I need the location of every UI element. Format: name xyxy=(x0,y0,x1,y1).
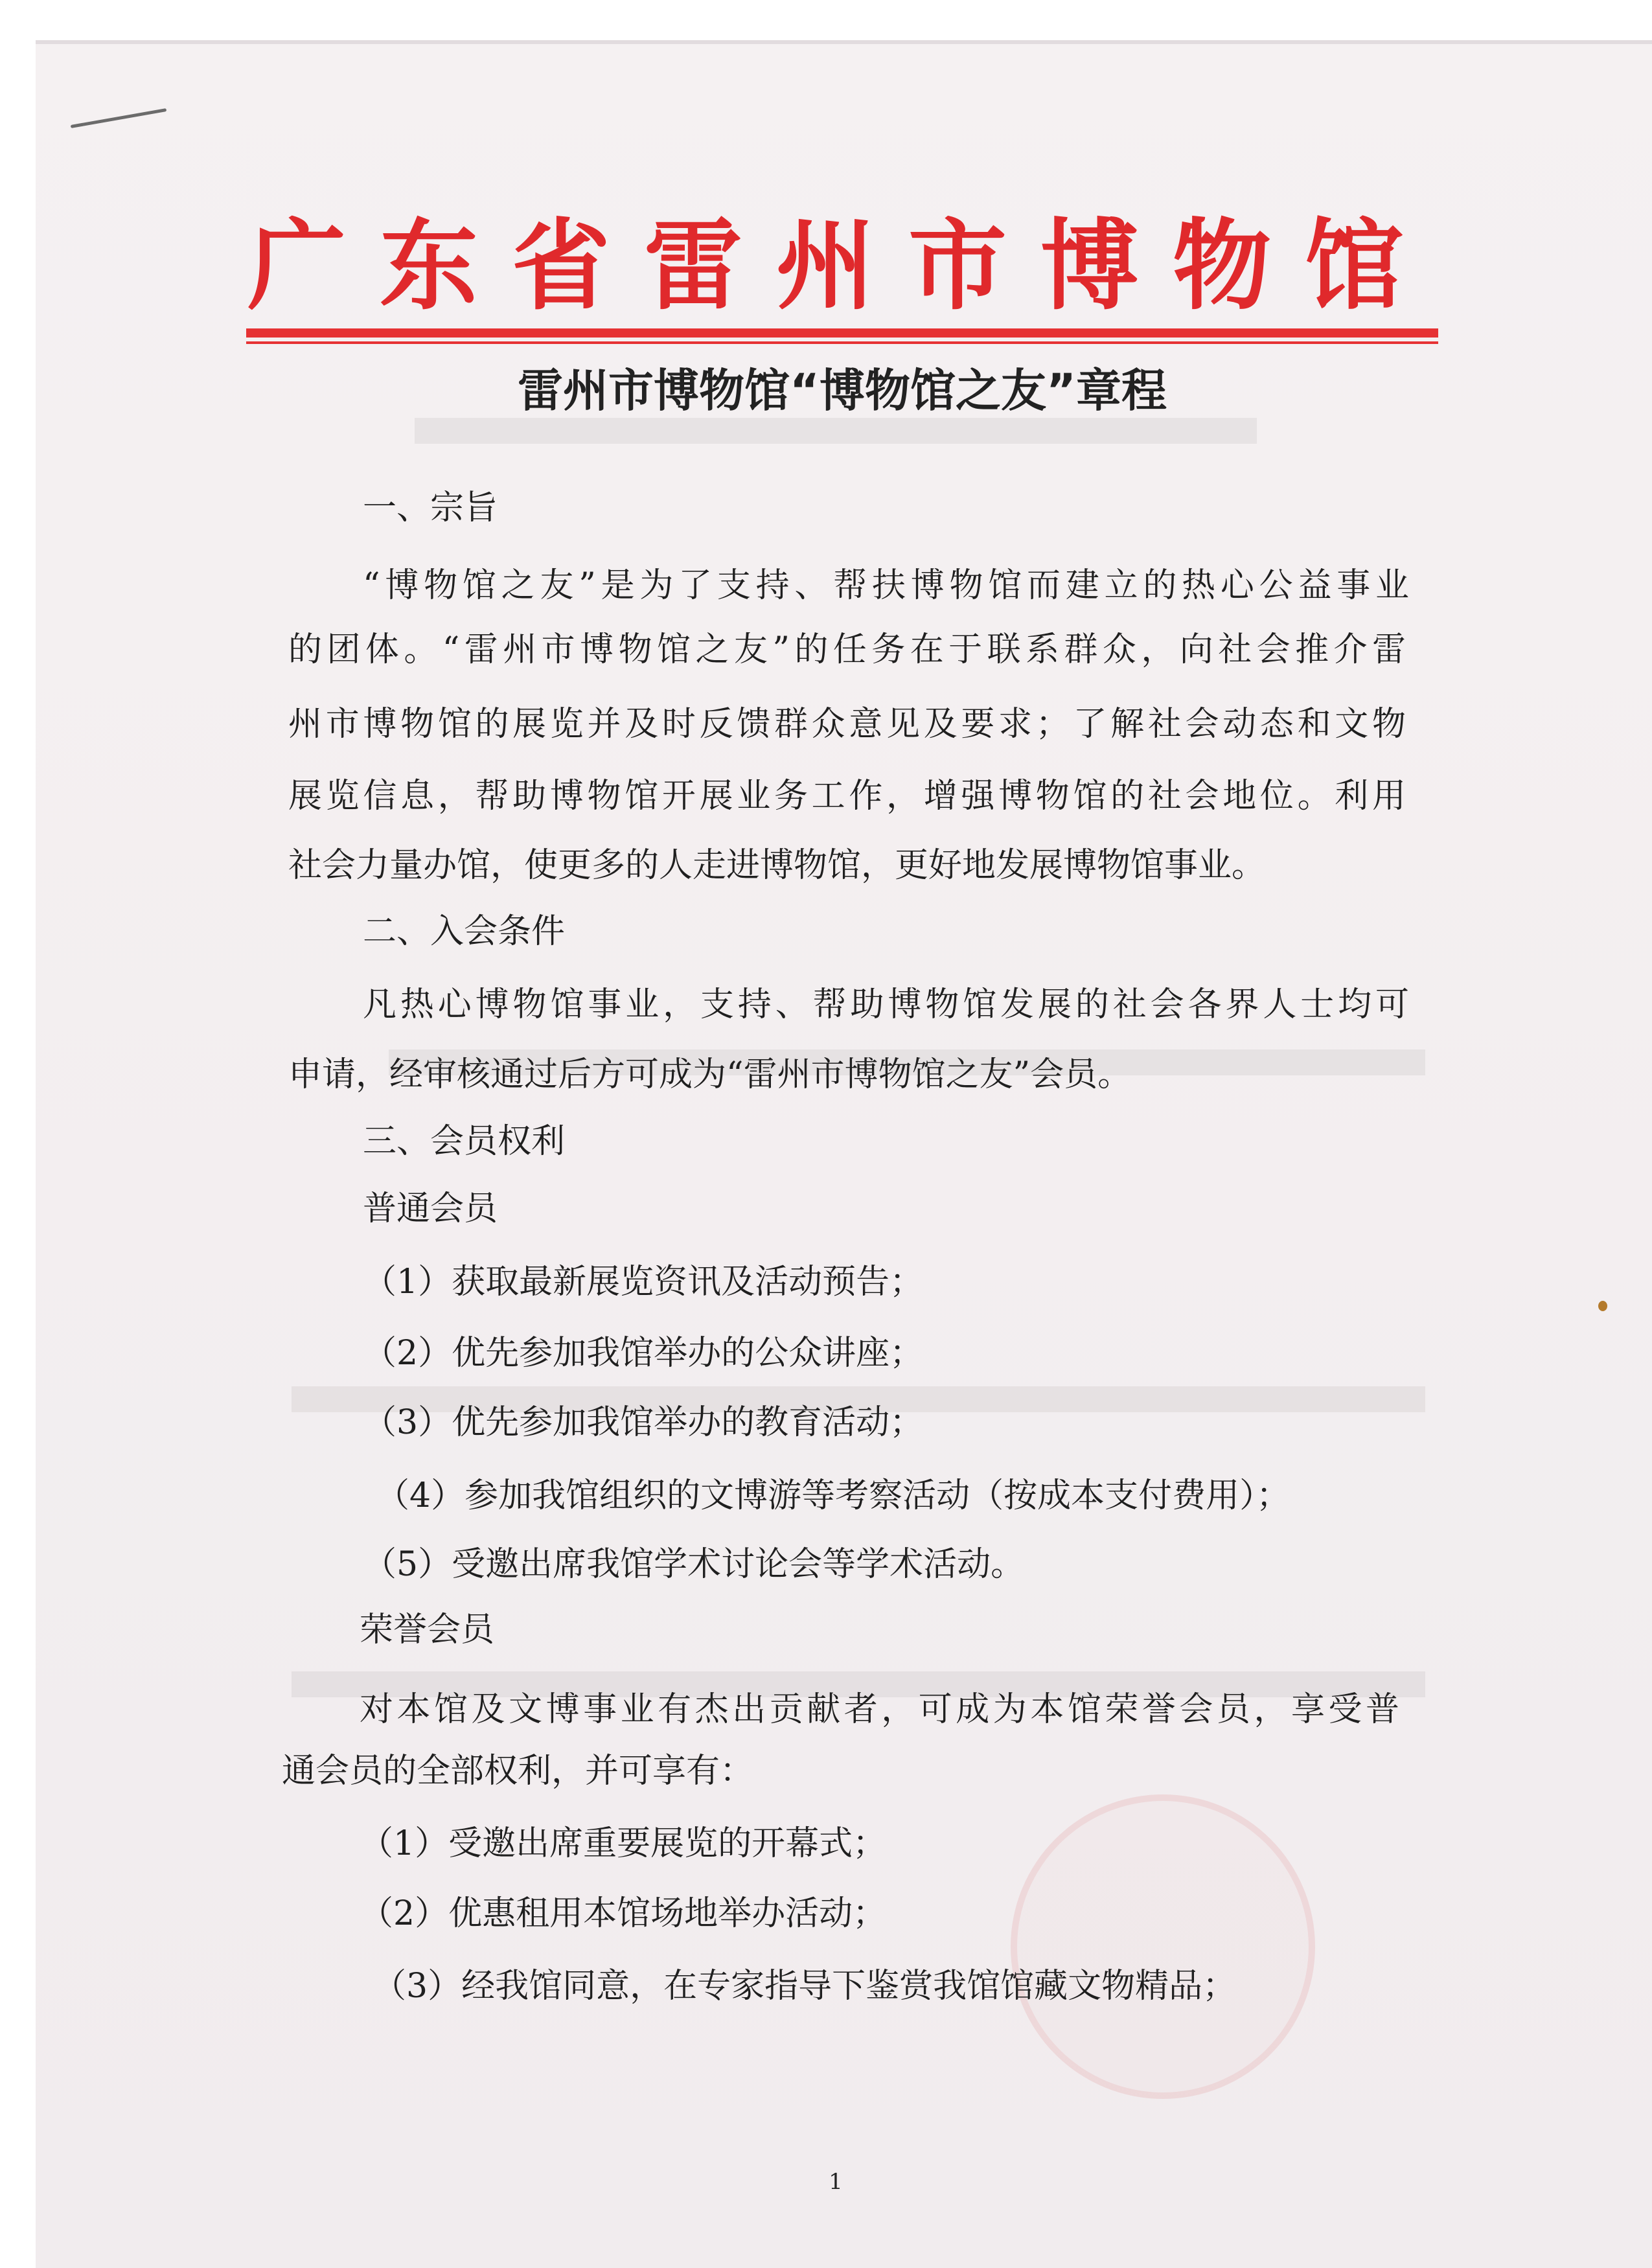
stain-dot xyxy=(1598,1301,1607,1311)
scan-border-left xyxy=(0,0,36,2268)
list-item: （3）优先参加我馆举办的教育活动； xyxy=(363,1403,924,1442)
page-number: 1 xyxy=(829,2169,843,2195)
paragraph-line: 社会力量办馆，使更多的人走进博物馆，更好地发展博物馆事业。 xyxy=(288,846,1266,885)
bleed-through xyxy=(415,418,1257,444)
list-item: （2）优惠租用本馆场地举办活动； xyxy=(360,1894,887,1933)
section-heading-purpose: 一、宗旨 xyxy=(363,488,498,527)
paragraph-line: “博物馆之友”是为了支持、帮扶博物馆而建立的热心公益事业 xyxy=(363,566,1409,605)
subheading-regular-member: 普通会员 xyxy=(363,1189,498,1228)
letterhead-rule-thick xyxy=(246,328,1438,338)
list-item: （3）经我馆同意，在专家指导下鉴赏我馆馆藏文物精品； xyxy=(373,1967,1237,2006)
paragraph-line: 申请，经审核通过后方可成为“雷州市博物馆之友”会员。 xyxy=(288,1055,1132,1094)
list-item: （1）受邀出席重要展览的开幕式； xyxy=(360,1824,887,1863)
letterhead-title: 广东省雷州市博物馆 xyxy=(247,209,1437,323)
paragraph-line: 的团体。“雷州市博物馆之友”的任务在于联系群众，向社会推介雷 xyxy=(288,630,1406,669)
pen-mark xyxy=(71,108,167,128)
scan-border-top xyxy=(0,0,1652,40)
scan-shadow xyxy=(36,40,1652,44)
paragraph-line: 对本馆及文博事业有杰出贡献者，可成为本馆荣誉会员，享受普 xyxy=(360,1690,1399,1729)
faded-seal xyxy=(1011,1794,1315,2099)
paragraph-line: 展览信息，帮助博物馆开展业务工作，增强博物馆的社会地位。利用 xyxy=(288,777,1406,816)
paragraph-line: 凡热心博物馆事业，支持、帮助博物馆发展的社会各界人士均可 xyxy=(363,985,1409,1024)
section-heading-membership-conditions: 二、入会条件 xyxy=(363,912,566,951)
paragraph-line: 州市博物馆的展览并及时反馈群众意见及要求；了解社会动态和文物 xyxy=(288,705,1406,744)
list-item: （4）参加我馆组织的文博游等考察活动（按成本支付费用）； xyxy=(376,1476,1291,1515)
section-heading-member-rights: 三、会员权利 xyxy=(363,1122,566,1161)
subheading-honorary-member: 荣誉会员 xyxy=(360,1610,495,1649)
paragraph-line: 通会员的全部权利，并可享有： xyxy=(282,1752,754,1791)
list-item: （2）优先参加我馆举办的公众讲座； xyxy=(363,1334,924,1373)
document-title: 雷州市博物馆“博物馆之友”章程 xyxy=(517,364,1167,417)
list-item: （5）受邀出席我馆学术讨论会等学术活动。 xyxy=(363,1545,1025,1584)
list-item: （1）获取最新展览资讯及活动预告； xyxy=(363,1263,924,1301)
letterhead-rule-thin xyxy=(246,341,1438,344)
